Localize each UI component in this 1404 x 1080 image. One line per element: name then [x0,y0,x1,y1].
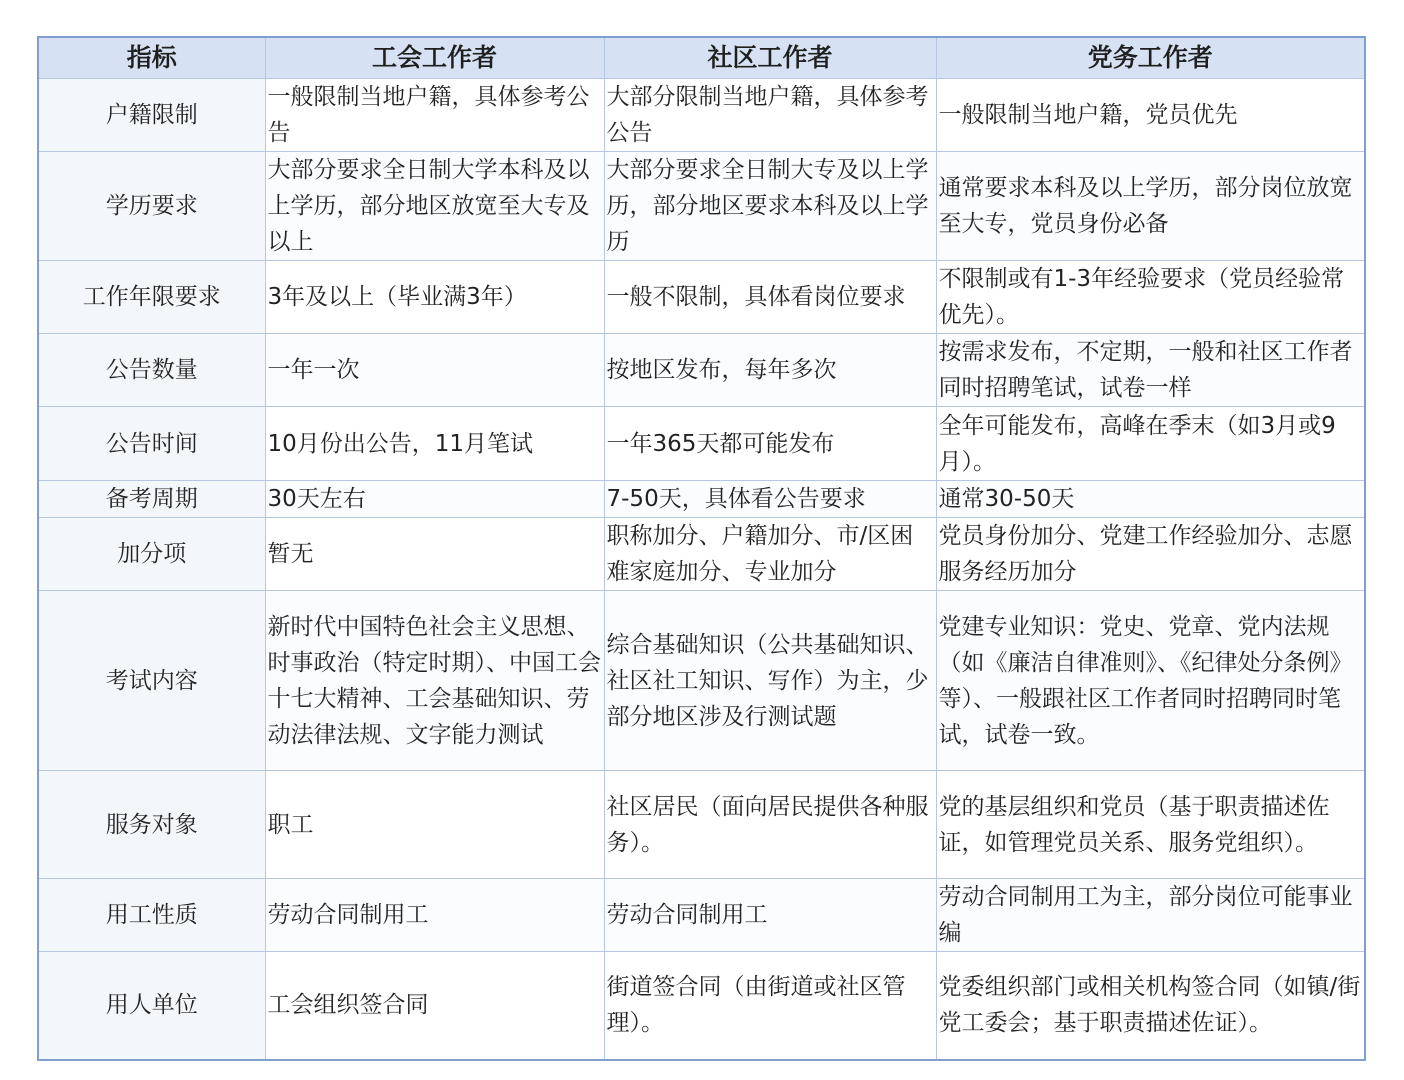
table-row [38,79,1365,152]
row-indicator: 公告时间 [38,407,265,481]
cell-community-worker: 综合基础知识（公共基础知识、社区社工知识、写作）为主，少部分地区涉及行测试题 [604,591,936,771]
cell-community-worker: 社区居民（面向居民提供各种服务）。 [604,771,936,879]
row-indicator: 考试内容 [38,591,265,771]
cell-union-worker: 10月份出公告，11月笔试 [265,407,604,481]
cell-community-worker: 街道签合同（由街道或社区管理）。 [604,952,936,1060]
cell-party-worker: 通常要求本科及以上学历，部分岗位放宽至大专，党员身份必备 [936,152,1365,261]
cell-community-worker: 一般不限制，具体看岗位要求 [604,261,936,334]
cell-party-worker: 党委组织部门或相关机构签合同（如镇/街党工委会；基于职责描述佐证）。 [936,952,1365,1060]
cell-community-worker: 劳动合同制用工 [604,879,936,952]
cell-union-worker: 劳动合同制用工 [265,879,604,952]
cell-party-worker: 党建专业知识：党史、党章、党内法规（如《廉洁自律准则》、《纪律处分条例》等）、一般跟社区工作者同时招聘同时笔试，试卷一致。 [936,591,1365,771]
row-indicator: 备考周期 [38,481,265,518]
cell-community-worker: 一年365天都可能发布 [604,407,936,481]
table-row [38,261,1365,334]
row-indicator: 工作年限要求 [38,261,265,334]
cell-party-worker: 党的基层组织和党员（基于职责描述佐证，如管理党员关系、服务党组织）。 [936,771,1365,879]
table-row [38,591,1365,771]
cell-party-worker: 不限制或有1-3年经验要求（党员经验常优先）。 [936,261,1365,334]
cell-union-worker: 大部分要求全日制大学本科及以上学历，部分地区放宽至大专及以上 [265,152,604,261]
cell-party-worker: 劳动合同制用工为主，部分岗位可能事业编 [936,879,1365,952]
cell-community-worker: 7-50天，具体看公告要求 [604,481,936,518]
table-row [38,879,1365,952]
cell-party-worker: 党员身份加分、党建工作经验加分、志愿服务经历加分 [936,518,1365,591]
cell-party-worker: 按需求发布，不定期，一般和社区工作者同时招聘笔试，试卷一样 [936,334,1365,407]
row-indicator: 学历要求 [38,152,265,261]
header-indicator: 指标 [38,37,265,79]
cell-union-worker: 一般限制当地户籍，具体参考公告 [265,79,604,152]
header-union-worker: 工会工作者 [265,37,604,79]
table-row [38,481,1365,518]
cell-union-worker: 职工 [265,771,604,879]
table-row [38,334,1365,407]
cell-union-worker: 新时代中国特色社会主义思想、时事政治（特定时期）、中国工会十七大精神、工会基础知识、劳动法律法规、文字能力测试 [265,591,604,771]
row-indicator: 用工性质 [38,879,265,952]
table-row [38,152,1365,261]
cell-party-worker: 全年可能发布，高峰在季末（如3月或9月）。 [936,407,1365,481]
row-indicator: 用人单位 [38,952,265,1060]
cell-community-worker: 大部分限制当地户籍，具体参考公告 [604,79,936,152]
table-row [38,952,1365,1060]
table-row [38,771,1365,879]
cell-community-worker: 按地区发布，每年多次 [604,334,936,407]
cell-community-worker: 职称加分、户籍加分、市/区困难家庭加分、专业加分 [604,518,936,591]
row-indicator: 户籍限制 [38,79,265,152]
cell-union-worker: 工会组织签合同 [265,952,604,1060]
header-row [38,37,1365,79]
cell-party-worker: 一般限制当地户籍，党员优先 [936,79,1365,152]
cell-union-worker: 一年一次 [265,334,604,407]
cell-union-worker: 3年及以上（毕业满3年） [265,261,604,334]
cell-party-worker: 通常30-50天 [936,481,1365,518]
header-party-worker: 党务工作者 [936,37,1365,79]
row-indicator: 加分项 [38,518,265,591]
cell-union-worker: 30天左右 [265,481,604,518]
row-indicator: 服务对象 [38,771,265,879]
comparison-table [37,36,1366,1061]
table-row [38,407,1365,481]
cell-community-worker: 大部分要求全日制大专及以上学历，部分地区要求本科及以上学历 [604,152,936,261]
cell-union-worker: 暂无 [265,518,604,591]
table-row [38,518,1365,591]
header-community-worker: 社区工作者 [604,37,936,79]
row-indicator: 公告数量 [38,334,265,407]
